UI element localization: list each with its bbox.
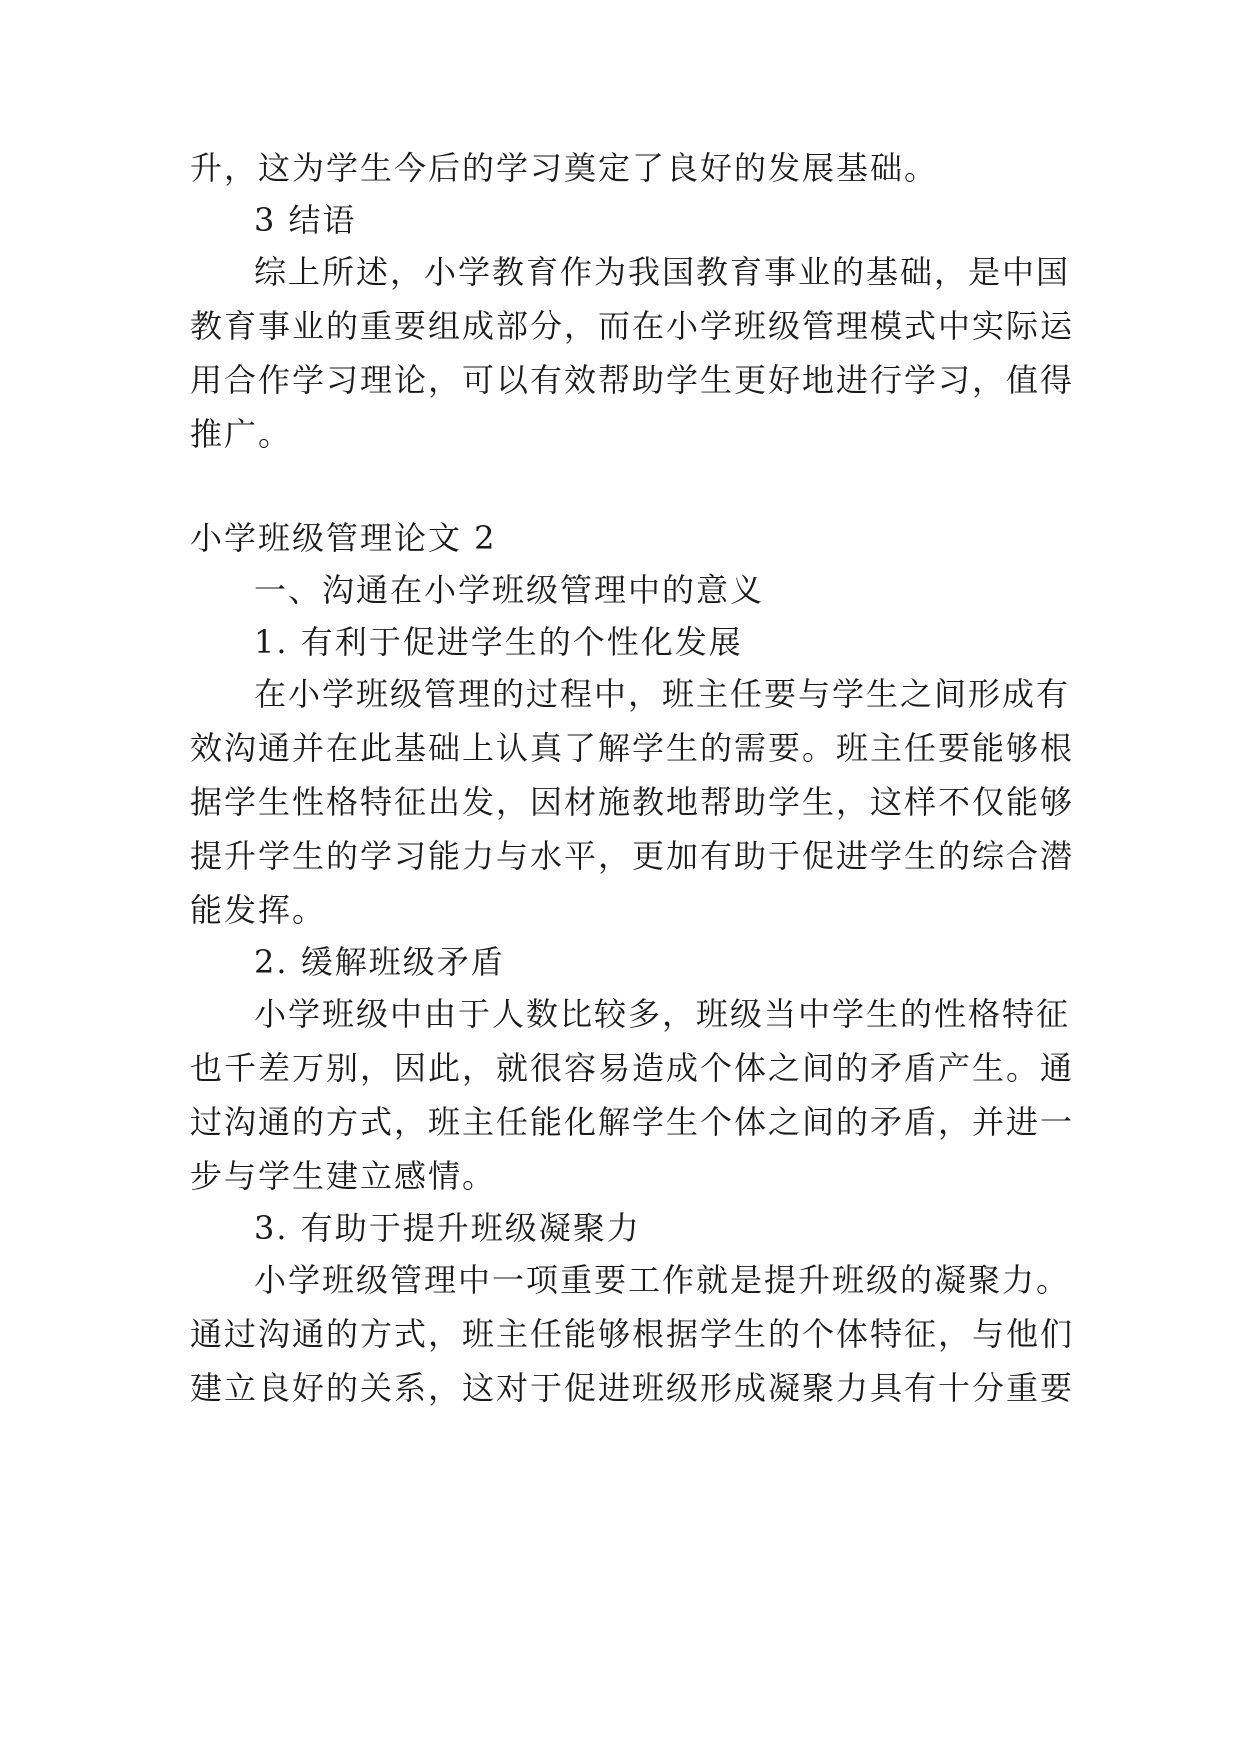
subsection-heading: 3. 有助于提升班级凝聚力 xyxy=(254,1209,641,1247)
paragraph-line: 综上所述，小学教育作为我国教育事业的基础，是中国 xyxy=(254,253,1071,291)
paragraph-line: 用合作学习理论，可以有效帮助学生更好地进行学习，值得 xyxy=(190,361,1075,399)
paragraph-line: 小学班级中由于人数比较多，班级当中学生的性格特征 xyxy=(254,995,1071,1033)
paragraph-line: 也千差万别，因此，就很容易造成个体之间的矛盾产生。通 xyxy=(190,1049,1075,1087)
paragraph-line: 提升学生的学习能力与水平，更加有助于促进学生的综合潜 xyxy=(190,837,1075,875)
section-heading: 一、沟通在小学班级管理中的意义 xyxy=(254,571,765,609)
paragraph-line: 推广。 xyxy=(190,415,293,453)
paragraph-line: 建立良好的关系，这对于促进班级形成凝聚力具有十分重要 xyxy=(190,1369,1075,1407)
paragraph-line: 通过沟通的方式，班主任能够根据学生的个体特征，与他们 xyxy=(190,1315,1075,1353)
paragraph-line: 据学生性格特征出发，因材施教地帮助学生，这样不仅能够 xyxy=(190,783,1075,821)
document-title: 小学班级管理论文 2 xyxy=(190,519,497,557)
paragraph-line: 升，这为学生今后的学习奠定了良好的发展基础。 xyxy=(190,149,939,187)
paragraph-line: 过沟通的方式，班主任能化解学生个体之间的矛盾，并进一 xyxy=(190,1103,1075,1141)
paragraph-line: 能发挥。 xyxy=(190,891,327,929)
subsection-heading: 1. 有利于促进学生的个性化发展 xyxy=(254,623,743,661)
subsection-heading: 2. 缓解班级矛盾 xyxy=(254,943,505,981)
paragraph-line: 教育事业的重要组成部分，而在小学班级管理模式中实际运 xyxy=(190,307,1075,345)
section-heading: 3 结语 xyxy=(254,201,357,239)
paragraph-line: 小学班级管理中一项重要工作就是提升班级的凝聚力。 xyxy=(254,1261,1071,1299)
paragraph-line: 步与学生建立感情。 xyxy=(190,1157,497,1195)
paragraph-line: 在小学班级管理的过程中，班主任要与学生之间形成有 xyxy=(254,675,1071,713)
paragraph-line: 效沟通并在此基础上认真了解学生的需要。班主任要能够根 xyxy=(190,729,1075,767)
